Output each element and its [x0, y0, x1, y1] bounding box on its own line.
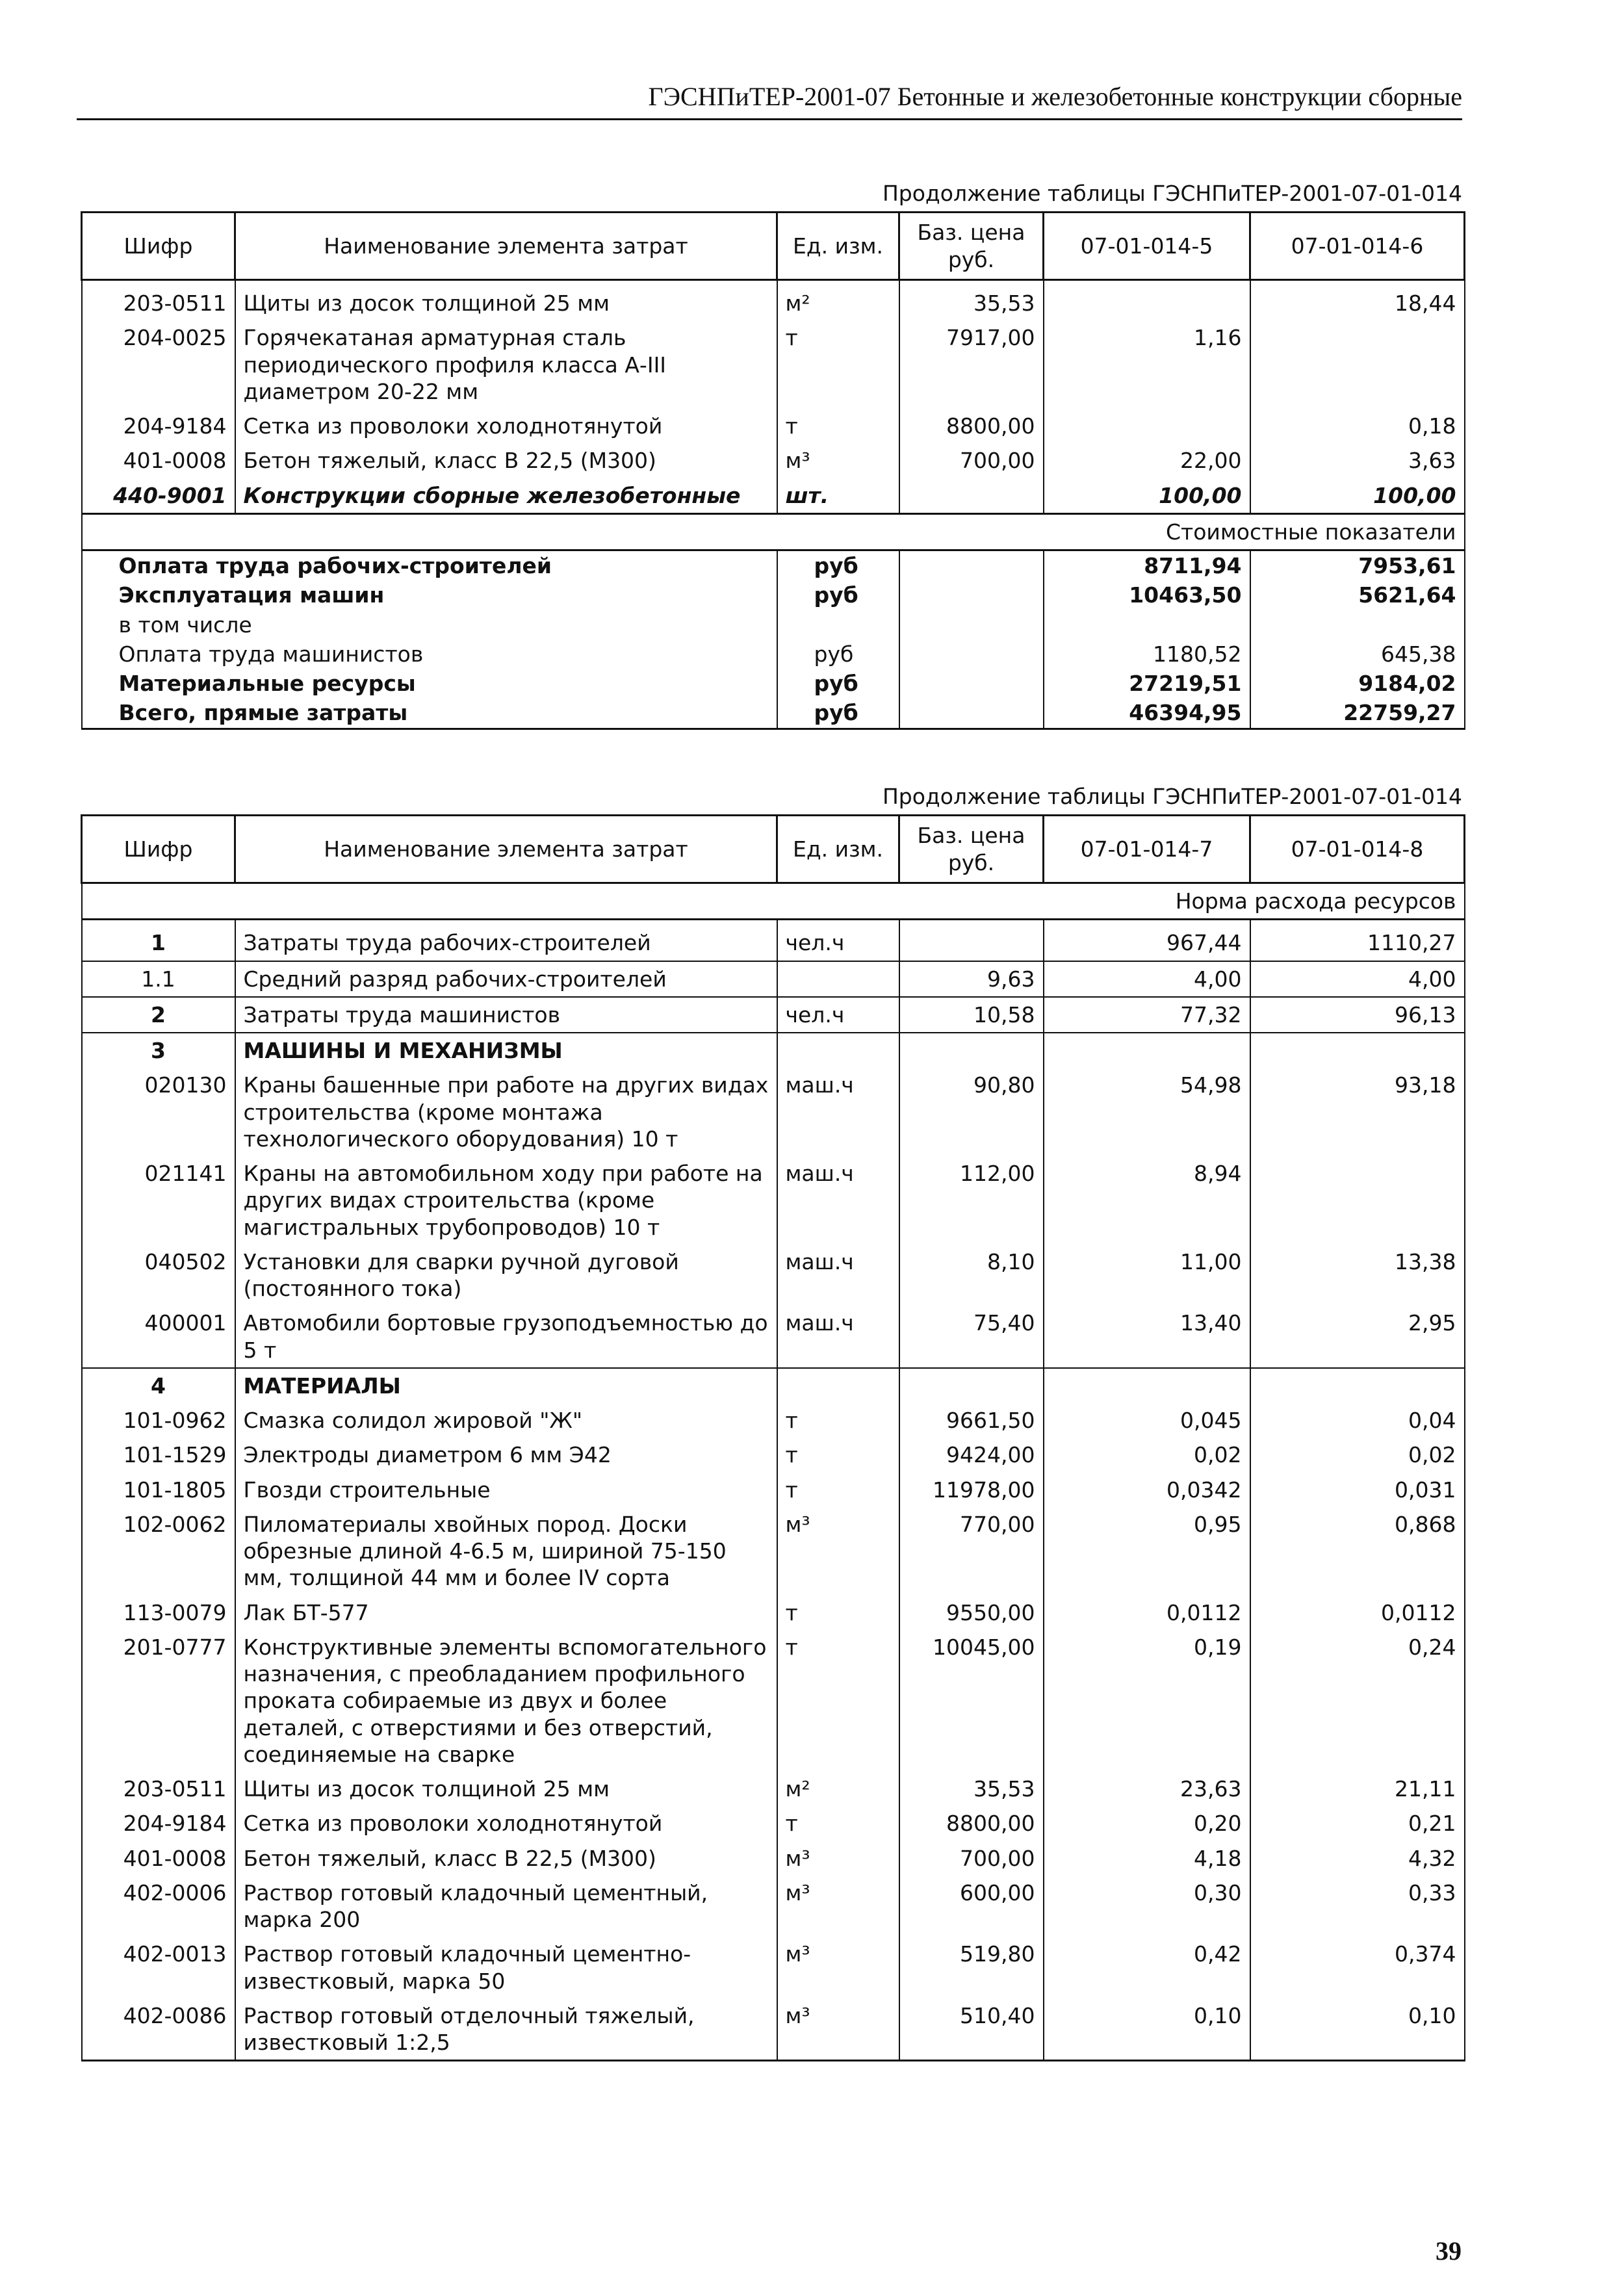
- row-name: Сетка из проволоки холоднотянутой: [235, 1806, 777, 1841]
- row-base-price: 519,80: [899, 1937, 1044, 1998]
- row-norm-a: [1044, 1033, 1250, 1068]
- row-unit: т: [777, 1596, 899, 1630]
- row-norm-b: 0,21: [1250, 1806, 1465, 1841]
- row-name: Щиты из досок толщиной 25 мм: [235, 280, 777, 321]
- row-name: Раствор готовый кладочный цементно-известковый, марка 50: [235, 1937, 777, 1998]
- cost-label: Всего, прямые затраты: [82, 698, 777, 729]
- col-norm-7: 07-01-014-7: [1044, 816, 1250, 883]
- row-norm-b: 0,031: [1250, 1473, 1465, 1507]
- table-row: [82, 1403, 1465, 1438]
- row-code: 101-1529: [82, 1438, 235, 1472]
- page-number: 39: [1436, 2236, 1462, 2266]
- row-norm-a: 0,19: [1044, 1630, 1250, 1772]
- cost-value-a: 27219,51: [1044, 669, 1250, 698]
- cost-empty: [899, 669, 1044, 698]
- table-row: [82, 920, 1465, 961]
- table1-caption: Продолжение таблицы ГЭСНПиТЕР-2001-07-01-014: [882, 181, 1462, 206]
- cost-empty: [899, 580, 1044, 610]
- row-unit: [777, 1033, 899, 1068]
- row-code: 101-1805: [82, 1473, 235, 1507]
- row-base-price: 510,40: [899, 1998, 1044, 2061]
- cost-value-b: 7953,61: [1250, 550, 1465, 581]
- cost-value-a: 8711,94: [1044, 550, 1250, 581]
- col-norm-5: 07-01-014-5: [1044, 213, 1250, 280]
- row-norm-a: 23,63: [1044, 1772, 1250, 1806]
- row-base-price: 9,63: [899, 961, 1044, 997]
- row-norm-b: 0,10: [1250, 1998, 1465, 2061]
- row-unit: м²: [777, 1772, 899, 1806]
- row-unit: чел.ч: [777, 920, 899, 961]
- row-norm-a: 0,0342: [1044, 1473, 1250, 1507]
- row-code: 201-0777: [82, 1630, 235, 1772]
- cost-label: Оплата труда рабочих-строителей: [82, 550, 777, 581]
- cost-unit: руб: [777, 698, 899, 729]
- row-norm-a: 22,00: [1044, 443, 1250, 478]
- cost-empty: [899, 640, 1044, 669]
- col-name: Наименование элемента затрат: [235, 816, 777, 883]
- row-unit: м³: [777, 1937, 899, 1998]
- section-row: [82, 1033, 1465, 1068]
- cost-label: в том числе: [82, 610, 777, 640]
- row-code: 203-0511: [82, 1772, 235, 1806]
- row-norm-a: 0,95: [1044, 1507, 1250, 1596]
- col-price: Баз. цена руб.: [899, 213, 1044, 280]
- row-norm-b: 0,0112: [1250, 1596, 1465, 1630]
- cost-unit: руб: [777, 580, 899, 610]
- cost-unit: [777, 610, 899, 640]
- row-norm-b: 100,00: [1250, 478, 1465, 514]
- row-norm-b: 3,63: [1250, 443, 1465, 478]
- row-base-price: 700,00: [899, 443, 1044, 478]
- row-base-price: 600,00: [899, 1876, 1044, 1937]
- row-base-price: 700,00: [899, 1841, 1044, 1876]
- row-code: 401-0008: [82, 1841, 235, 1876]
- norm-section-title: Норма расхода ресурсов: [82, 883, 1465, 920]
- row-norm-b: 0,18: [1250, 409, 1465, 443]
- row-name: Бетон тяжелый, класс В 22,5 (М300): [235, 443, 777, 478]
- row-name: Конструкции сборные железобетонные: [235, 478, 777, 514]
- row-norm-b: 93,18: [1250, 1068, 1465, 1156]
- row-code: 020130: [82, 1068, 235, 1156]
- col-name: Наименование элемента затрат: [235, 213, 777, 280]
- table-row: [82, 1841, 1465, 1876]
- row-unit: т: [777, 1438, 899, 1472]
- row-name: Горячекатаная арматурная сталь периодического профиля класса А-III диаметром 20-22 мм: [235, 320, 777, 409]
- row-norm-b: 96,13: [1250, 997, 1465, 1033]
- section-row: [82, 1368, 1465, 1403]
- row-norm-a: 0,42: [1044, 1937, 1250, 1998]
- row-base-price: 770,00: [899, 1507, 1044, 1596]
- row-name: Пиломатериалы хвойных пород. Доски обрезные длиной 4-6.5 м, шириной 75-150 мм, толщиной 44 мм и более IV сорта: [235, 1507, 777, 1596]
- cost-row: [82, 610, 1465, 640]
- row-code: 402-0086: [82, 1998, 235, 2061]
- table-row: [82, 478, 1465, 514]
- col-unit: Ед. изм.: [777, 213, 899, 280]
- row-base-price: 35,53: [899, 280, 1044, 321]
- cost-label: Эксплуатация машин: [82, 580, 777, 610]
- row-unit: м³: [777, 1876, 899, 1937]
- row-base-price: 7917,00: [899, 320, 1044, 409]
- table-row: [82, 1507, 1465, 1596]
- row-unit: маш.ч: [777, 1306, 899, 1368]
- row-name: Затраты труда рабочих-строителей: [235, 920, 777, 961]
- row-base-price: 112,00: [899, 1156, 1044, 1245]
- row-code: 1: [82, 920, 235, 961]
- table-row: [82, 961, 1465, 997]
- row-base-price: 8800,00: [899, 409, 1044, 443]
- table-row: [82, 1937, 1465, 1998]
- cost-unit: руб: [777, 640, 899, 669]
- table-row: [82, 1806, 1465, 1841]
- table-row: [82, 280, 1465, 321]
- row-unit: т: [777, 1403, 899, 1438]
- cost-value-b: 645,38: [1250, 640, 1465, 669]
- row-name: Смазка солидол жировой "Ж": [235, 1403, 777, 1438]
- cost-value-a: 1180,52: [1044, 640, 1250, 669]
- row-base-price: 10045,00: [899, 1630, 1044, 1772]
- row-norm-a: [1044, 1368, 1250, 1403]
- row-code: 3: [82, 1033, 235, 1068]
- cost-value-a: 46394,95: [1044, 698, 1250, 729]
- row-code: 402-0013: [82, 1937, 235, 1998]
- row-base-price: 35,53: [899, 1772, 1044, 1806]
- row-unit: [777, 961, 899, 997]
- row-code: 400001: [82, 1306, 235, 1368]
- table-row: [82, 1068, 1465, 1156]
- row-name: Электроды диаметром 6 мм Э42: [235, 1438, 777, 1472]
- row-norm-b: 4,32: [1250, 1841, 1465, 1876]
- row-norm-a: 0,0112: [1044, 1596, 1250, 1630]
- row-unit: [777, 1368, 899, 1403]
- table-row: [82, 1306, 1465, 1368]
- resource-table-1: [81, 211, 1465, 730]
- row-base-price: 10,58: [899, 997, 1044, 1033]
- row-code: 440-9001: [82, 478, 235, 514]
- row-code: 204-9184: [82, 409, 235, 443]
- row-norm-a: 54,98: [1044, 1068, 1250, 1156]
- row-unit: т: [777, 409, 899, 443]
- row-unit: м³: [777, 1841, 899, 1876]
- row-unit: м³: [777, 1507, 899, 1596]
- row-norm-a: [1044, 280, 1250, 321]
- row-norm-a: 11,00: [1044, 1245, 1250, 1306]
- row-unit: м³: [777, 443, 899, 478]
- row-unit: м²: [777, 280, 899, 321]
- row-name: Бетон тяжелый, класс В 22,5 (М300): [235, 1841, 777, 1876]
- row-norm-a: 0,20: [1044, 1806, 1250, 1841]
- row-norm-b: 1110,27: [1250, 920, 1465, 961]
- row-unit: т: [777, 1630, 899, 1772]
- row-unit: т: [777, 1806, 899, 1841]
- row-code: 1.1: [82, 961, 235, 997]
- cost-value-a: [1044, 610, 1250, 640]
- cost-row: [82, 640, 1465, 669]
- row-name: Краны башенные при работе на других видах строительства (кроме монтажа технологического оборудования) 10 т: [235, 1068, 777, 1156]
- row-base-price: 75,40: [899, 1306, 1044, 1368]
- cost-row: [82, 580, 1465, 610]
- table2-caption: Продолжение таблицы ГЭСНПиТЕР-2001-07-01-014: [882, 784, 1462, 809]
- row-unit: т: [777, 320, 899, 409]
- row-name: Краны на автомобильном ходу при работе на других видах строительства (кроме магистральных трубопроводов) 10 т: [235, 1156, 777, 1245]
- cost-section-title: Стоимостные показатели: [82, 513, 1465, 550]
- row-norm-b: 18,44: [1250, 280, 1465, 321]
- cost-row: [82, 550, 1465, 581]
- row-code: 4: [82, 1368, 235, 1403]
- row-base-price: [899, 1033, 1044, 1068]
- row-base-price: [899, 1368, 1044, 1403]
- row-norm-b: 0,04: [1250, 1403, 1465, 1438]
- row-norm-a: 0,02: [1044, 1438, 1250, 1472]
- table-row: [82, 443, 1465, 478]
- row-name: Автомобили бортовые грузоподъемностью до 5 т: [235, 1306, 777, 1368]
- cost-unit: руб: [777, 550, 899, 581]
- row-code: 113-0079: [82, 1596, 235, 1630]
- row-name: МАШИНЫ И МЕХАНИЗМЫ: [235, 1033, 777, 1068]
- row-code: 2: [82, 997, 235, 1033]
- cost-value-b: 22759,27: [1250, 698, 1465, 729]
- row-base-price: 90,80: [899, 1068, 1044, 1156]
- cost-empty: [899, 550, 1044, 581]
- table-row: [82, 1156, 1465, 1245]
- row-unit: т: [777, 1473, 899, 1507]
- row-name: Установки для сварки ручной дуговой (постоянного тока): [235, 1245, 777, 1306]
- row-code: 203-0511: [82, 280, 235, 321]
- row-norm-b: 0,24: [1250, 1630, 1465, 1772]
- row-unit: чел.ч: [777, 997, 899, 1033]
- row-base-price: 9424,00: [899, 1438, 1044, 1472]
- row-norm-b: 13,38: [1250, 1245, 1465, 1306]
- table-row: [82, 320, 1465, 409]
- row-code: 101-0962: [82, 1403, 235, 1438]
- row-norm-a: [1044, 409, 1250, 443]
- cost-empty: [899, 610, 1044, 640]
- row-base-price: 11978,00: [899, 1473, 1044, 1507]
- row-norm-a: 1,16: [1044, 320, 1250, 409]
- row-name: Гвозди строительные: [235, 1473, 777, 1507]
- col-code: Шифр: [82, 816, 235, 883]
- row-norm-b: [1250, 1368, 1465, 1403]
- cost-row: [82, 698, 1465, 729]
- row-name: Средний разряд рабочих-строителей: [235, 961, 777, 997]
- row-norm-b: 0,02: [1250, 1438, 1465, 1472]
- row-base-price: [899, 920, 1044, 961]
- row-norm-a: 4,18: [1044, 1841, 1250, 1876]
- row-norm-a: 4,00: [1044, 961, 1250, 997]
- table-row: [82, 1438, 1465, 1472]
- resource-table-2: [81, 814, 1465, 2061]
- row-name: Конструктивные элементы вспомогательного назначения, с преобладанием профильного проката собираемые из двух и более деталей, с отверстиями и без отверстий, соединяемые на сварке: [235, 1630, 777, 1772]
- col-norm-8: 07-01-014-8: [1250, 816, 1465, 883]
- row-name: Щиты из досок толщиной 25 мм: [235, 1772, 777, 1806]
- row-unit: маш.ч: [777, 1245, 899, 1306]
- section-row: [82, 513, 1465, 550]
- table-row: [82, 1998, 1465, 2061]
- row-name: Затраты труда машинистов: [235, 997, 777, 1033]
- row-norm-b: 21,11: [1250, 1772, 1465, 1806]
- row-name: Сетка из проволоки холоднотянутой: [235, 409, 777, 443]
- row-norm-a: 100,00: [1044, 478, 1250, 514]
- table-row: [82, 1596, 1465, 1630]
- cost-empty: [899, 698, 1044, 729]
- row-norm-b: 4,00: [1250, 961, 1465, 997]
- row-norm-b: [1250, 320, 1465, 409]
- table-row: [82, 1772, 1465, 1806]
- table-row: [82, 1473, 1465, 1507]
- row-base-price: 8,10: [899, 1245, 1044, 1306]
- row-norm-b: 0,374: [1250, 1937, 1465, 1998]
- row-norm-a: 967,44: [1044, 920, 1250, 961]
- row-norm-a: 0,045: [1044, 1403, 1250, 1438]
- row-norm-b: 0,33: [1250, 1876, 1465, 1937]
- row-code: 102-0062: [82, 1507, 235, 1596]
- row-base-price: 9550,00: [899, 1596, 1044, 1630]
- col-norm-6: 07-01-014-6: [1250, 213, 1465, 280]
- row-norm-b: [1250, 1156, 1465, 1245]
- row-name: МАТЕРИАЛЫ: [235, 1368, 777, 1403]
- row-code: 402-0006: [82, 1876, 235, 1937]
- col-unit: Ед. изм.: [777, 816, 899, 883]
- row-base-price: [899, 478, 1044, 514]
- row-unit: м³: [777, 1998, 899, 2061]
- col-price: Баз. цена руб.: [899, 816, 1044, 883]
- row-norm-a: 77,32: [1044, 997, 1250, 1033]
- row-norm-a: 13,40: [1044, 1306, 1250, 1368]
- row-name: Раствор готовый кладочный цементный, марка 200: [235, 1876, 777, 1937]
- cost-label: Оплата труда машинистов: [82, 640, 777, 669]
- cost-value-b: 5621,64: [1250, 580, 1465, 610]
- row-name: Раствор готовый отделочный тяжелый, известковый 1:2,5: [235, 1998, 777, 2061]
- row-unit: шт.: [777, 478, 899, 514]
- col-code: Шифр: [82, 213, 235, 280]
- table-row: [82, 1630, 1465, 1772]
- row-base-price: 9661,50: [899, 1403, 1044, 1438]
- row-norm-a: 0,10: [1044, 1998, 1250, 2061]
- row-name: Лак БТ-577: [235, 1596, 777, 1630]
- row-base-price: 8800,00: [899, 1806, 1044, 1841]
- row-code: 021141: [82, 1156, 235, 1245]
- row-code: 204-0025: [82, 320, 235, 409]
- table-row: [82, 409, 1465, 443]
- row-norm-a: 0,30: [1044, 1876, 1250, 1937]
- cost-value-b: 9184,02: [1250, 669, 1465, 698]
- section-row: [82, 883, 1465, 920]
- row-unit: маш.ч: [777, 1156, 899, 1245]
- row-norm-a: 8,94: [1044, 1156, 1250, 1245]
- row-code: 040502: [82, 1245, 235, 1306]
- row-norm-b: [1250, 1033, 1465, 1068]
- cost-row: [82, 669, 1465, 698]
- table-row: [82, 1245, 1465, 1306]
- table-row: [82, 997, 1465, 1033]
- row-norm-b: 0,868: [1250, 1507, 1465, 1596]
- table-row: [82, 1876, 1465, 1937]
- running-title: ГЭСНПиТЕР-2001-07 Бетонные и железобетонные конструкции сборные: [77, 81, 1462, 120]
- row-code: 204-9184: [82, 1806, 235, 1841]
- row-code: 401-0008: [82, 443, 235, 478]
- row-unit: маш.ч: [777, 1068, 899, 1156]
- cost-label: Материальные ресурсы: [82, 669, 777, 698]
- cost-value-b: [1250, 610, 1465, 640]
- cost-value-a: 10463,50: [1044, 580, 1250, 610]
- row-norm-b: 2,95: [1250, 1306, 1465, 1368]
- cost-unit: руб: [777, 669, 899, 698]
